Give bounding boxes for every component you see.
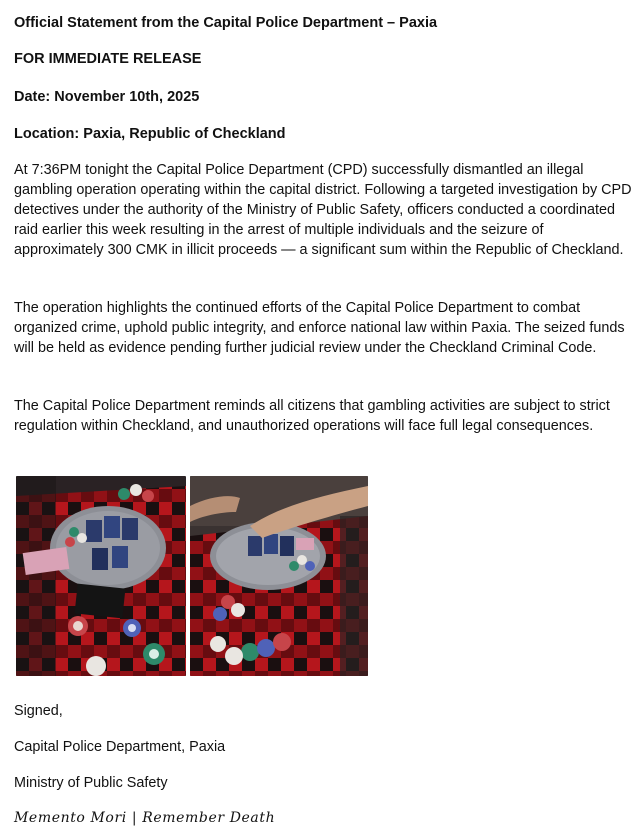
signature-ministry: Ministry of Public Safety (14, 775, 168, 791)
statement-title: Official Statement from the Capital Police Department – Paxia (14, 15, 438, 31)
release-notice: FOR IMMEDIATE RELEASE (14, 51, 202, 67)
paragraph-incident: At 7:36PM tonight the Capital Police Department (CPD) successfully dismantled an illegal gambling operation operating within the capital district. Following a targeted investigation by CPD detectives under the authority of the Ministry of Public Safety, officers conducted a coordinated raid earlier this week resulting in the arrest of multiple individuals and the seizure of approximately 300 CMK in illicit proceeds — a significant sum within the Republic of Checkland. (14, 162, 632, 258)
gambling-table-photo-right (190, 476, 368, 676)
evidence-photo-table-left (16, 476, 186, 676)
evidence-photo-table-right (190, 476, 368, 676)
paragraph-operation: The operation highlights the continued efforts of the Capital Police Department to combat organized crime, uphold public integrity, and enforce national law within Paxia. The seized funds will be held as evidence pending further judicial review under the Checkland Criminal Code. (14, 300, 625, 356)
signed-label: Signed, (14, 703, 63, 719)
motto-line: Memento Mori | Remember Death (14, 810, 276, 826)
release-date: Date: November 10th, 2025 (14, 89, 200, 105)
signature-department: Capital Police Department, Paxia (14, 739, 226, 755)
release-location: Location: Paxia, Republic of Checkland (14, 126, 286, 142)
gambling-table-photo-left (16, 476, 186, 676)
paragraph-reminder: The Capital Police Department reminds all citizens that gambling activities are subject to strict regulation within Checkland, and unauthorized operations will face full legal consequences. (14, 398, 610, 434)
